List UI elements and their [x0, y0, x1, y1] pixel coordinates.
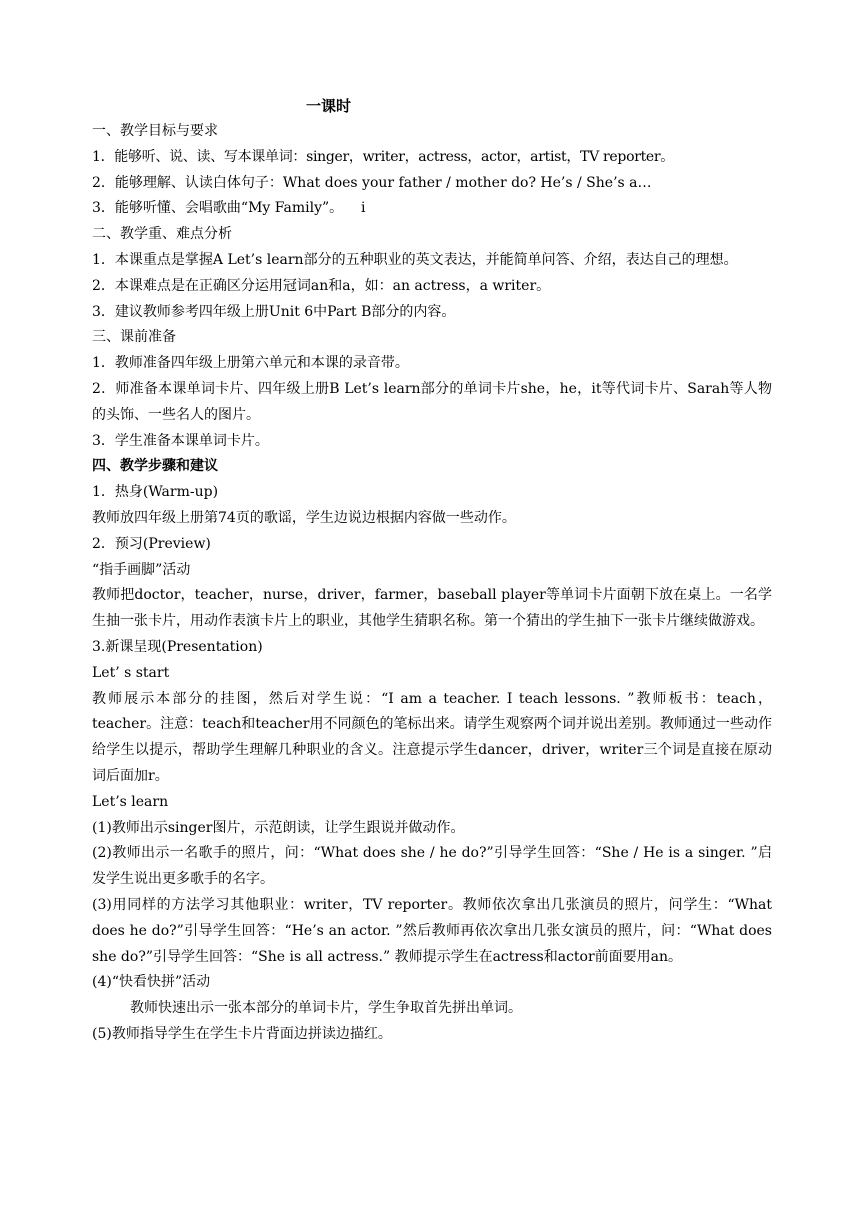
lets-start-text: 教师展示本部分的挂图，然后对学生说：“I am a teacher. I teach lessons. ”教师板书：teach，teacher。注意：teach和teacher用不同颜色的笔标出来。请学生观察两个词并说出差别。教师通过一些动作给学生以提示，帮助学生理解几种职业的含义。注意提示学生dancer，driver，writer三个词是直接在原动词后面加r。 [92, 690, 772, 784]
activity-title-charades: “指手画脚”活动 [92, 561, 191, 578]
subheading-lets-learn: Let’s learn [92, 793, 169, 810]
section-heading-preparation: 三、课前准备 [92, 329, 176, 346]
goal-item-1: 1．能够听、说、读、写本课单词：singer，writer，actress，actor，artist，TV reporter。 [92, 148, 674, 165]
goal-item-2: 2．能够理解、认读白体句子：What does your father / mother do? He’s / She’s a… [92, 174, 652, 191]
preparation-item-1: 1．教师准备四年级上册第六单元和本课的录音带。 [92, 355, 409, 372]
learn-step-2: (2)教师出示一名歌手的照片，问：“What does she / he do?”引导学生回答：“She / He is a singer. ”启发学生说出更多歌手的名字。 [92, 845, 772, 888]
learn-step-3: (3)用同样的方法学习其他职业：writer，TV reporter。教师依次拿出几张演员的照片，问学生：“What does he do?”引导学生回答：“He’s an actor. ”然后教师再依次拿出几张女演员的照片，问：“What does she do?”引导学生回答：“She is all actress.” 教师提示学生在actress和actor前面要用an。 [92, 896, 772, 965]
learn-step-5: (5)教师指导学生在学生卡片背面边拼读边描红。 [92, 1025, 392, 1042]
step-heading-presentation: 3.新课呈现(Presentation) [92, 638, 263, 655]
preparation-item-2: 2．师准备本课单词卡片、四年级上册B Let’s learn部分的单词卡片she，he，it等代词卡片、Sarah等人物的头饰、一些名人的图片。 [92, 380, 772, 423]
learn-step-4-title: (4)“快看快拼”活动 [92, 974, 211, 991]
step-heading-warm-up: 1．热身(Warm-up) [92, 484, 219, 501]
document-page [92, 93, 772, 1048]
section-heading-steps: 四、教学步骤和建议 [92, 458, 218, 475]
section-heading-key-points: 二、教学重、难点分析 [92, 226, 232, 243]
step-heading-preview: 2．预习(Preview) [92, 535, 211, 552]
preparation-item-3: 3．学生准备本课单词卡片。 [92, 432, 269, 449]
learn-step-1: (1)教师出示singer图片，示范朗读，让学生跟说并做动作。 [92, 819, 465, 836]
key-point-item-2: 2．本课难点是在正确区分运用冠词an和a，如：an actress，a writer。 [92, 277, 551, 294]
key-point-item-1: 1．本课重点是掌握A Let’s learn部分的五种职业的英文表达，并能简单问答、介绍，表达自己的理想。 [92, 251, 738, 268]
preview-text: 教师把doctor，teacher，nurse，driver，farmer，baseball player等单词卡片面朝下放在桌上。一名学生抽一张卡片，用动作表演卡片上的职业，其他学生猜职名称。第一个猜出的学生抽下一张卡片继续做游戏。 [92, 587, 772, 630]
warm-up-text: 教师放四年级上册第74页的歌谣，学生边说边根据内容做一些动作。 [92, 509, 516, 526]
key-point-item-3: 3．建议教师参考四年级上册Unit 6中Part B部分的内容。 [92, 303, 456, 320]
section-heading-goals: 一、教学目标与要求 [92, 123, 218, 139]
document-title: 一课时 [306, 97, 352, 115]
subheading-lets-start: Let’ s start [92, 664, 170, 681]
goal-item-3: 3．能够听懂、会唱歌曲“My Family”。 i [92, 200, 366, 217]
learn-step-4-text: 教师快速出示一张本部分的单词卡片，学生争取首先拼出单词。 [130, 1000, 522, 1017]
